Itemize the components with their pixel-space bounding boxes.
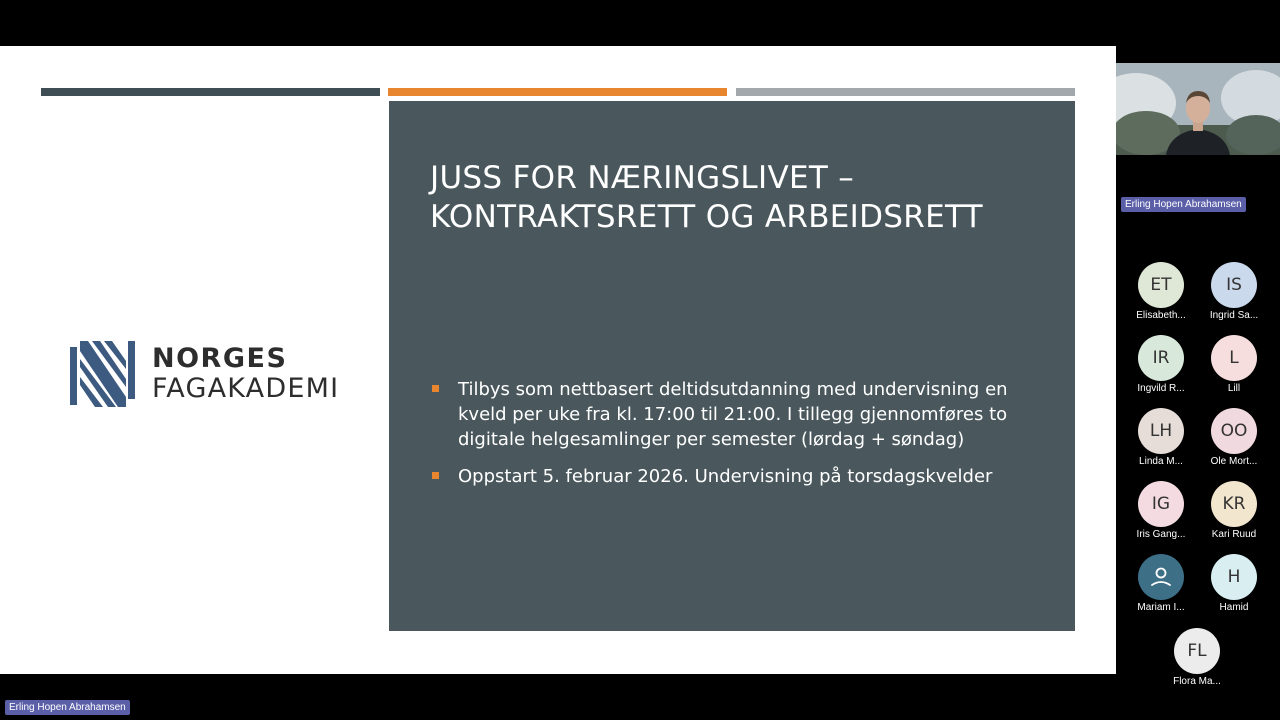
avatar: ET [1138,262,1184,308]
avatar: LH [1138,408,1184,454]
participant-tile[interactable] [1160,628,1234,687]
avatar: IS [1211,262,1257,308]
norges-fagakademi-logo [70,341,370,411]
participant-name: Ingvild R... [1137,383,1185,394]
participant-name: Iris Gang... [1136,529,1186,540]
participant-tile[interactable] [1124,554,1198,613]
participant-name: Mariam I... [1137,602,1185,613]
participant-tile[interactable] [1124,335,1198,394]
participant-tile[interactable] [1124,408,1198,467]
participant-tile[interactable] [1197,262,1271,321]
participant-name: Hamid [1219,602,1249,613]
slide-bullet-text: Oppstart 5. februar 2026. Undervisning på torsdagskvelder [458,466,993,487]
avatar: IR [1138,335,1184,381]
slide-bullet-list [430,377,1050,501]
slide-title [430,159,1050,237]
slide-bar-dark [41,88,380,96]
avatar: L [1211,335,1257,381]
bullet-square-icon [432,385,439,392]
participant-tile[interactable] [1124,262,1198,321]
slide-bar-gray [736,88,1075,96]
participant-tile[interactable] [1197,408,1271,467]
speaker-name-tag: Erling Hopen Abrahamsen [1121,197,1246,212]
participant-name: Ingrid Sa... [1209,310,1259,321]
slide-title-line1: JUSS FOR NÆRINGSLIVET – [430,160,855,196]
speaker-video-tile[interactable] [1116,63,1280,155]
participant-tile[interactable] [1197,481,1271,540]
participant-tile[interactable] [1197,554,1271,613]
participant-tile[interactable] [1197,335,1271,394]
slide-content-panel [389,101,1075,631]
avatar: H [1211,554,1257,600]
slide-bullet-text: Tilbys som nettbasert deltidsutdanning med undervisning en kveld per uke fra kl. 17:00 til 21:00. I tillegg gjennomføres to digitale helgesamlinger per semester (lørdag + søndag) [458,379,1008,450]
participant-name: Lill [1227,383,1241,394]
participants-sidebar [1116,0,1280,720]
participant-tile[interactable] [1124,481,1198,540]
participant-name: Ole Mort... [1210,456,1258,467]
participant-name: Elisabeth... [1136,310,1186,321]
presenter-name-tag: Erling Hopen Abrahamsen [5,700,130,715]
avatar: KR [1211,481,1257,527]
logo-text-norges: NORGES [152,343,288,374]
participant-name: Linda M... [1139,456,1183,467]
bullet-square-icon [432,472,439,479]
speaker-video-frame [1116,63,1280,155]
participant-name: Flora Ma... [1173,676,1221,687]
slide-bullet [430,464,1050,489]
avatar: OO [1211,408,1257,454]
avatar [1138,554,1184,600]
slide-bar-orange [388,88,727,96]
shared-slide [0,46,1116,674]
avatar: IG [1138,481,1184,527]
slide-bullet [430,377,1050,452]
avatar: FL [1174,628,1220,674]
logo-text-fagakademi: FAGAKADEMI [152,373,340,404]
slide-title-line2: KONTRAKTSRETT OG ARBEIDSRETT [430,199,983,235]
logo-mark-icon [70,341,136,407]
person-icon [1149,565,1173,589]
participant-name: Kari Ruud [1211,529,1257,540]
